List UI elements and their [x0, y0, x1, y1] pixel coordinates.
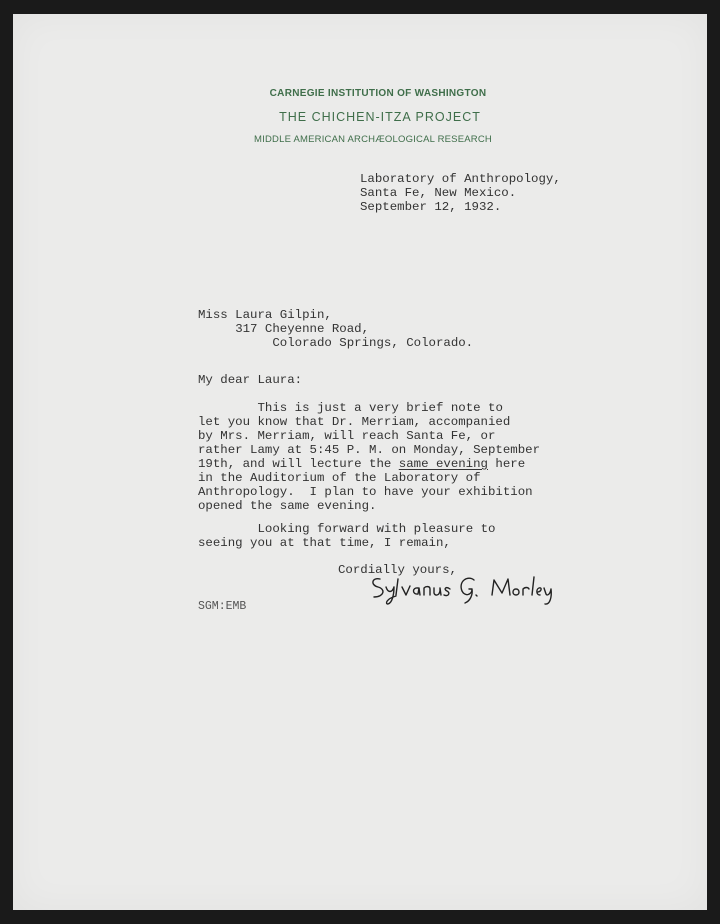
body-line-7: Anthropology. I plan to have your exhibition: [198, 485, 533, 499]
closing-paragraph: [198, 522, 495, 550]
letterhead-project: THE CHICHEN-ITZA PROJECT: [279, 110, 481, 124]
closing-line-1: Looking forward with pleasure to: [257, 522, 496, 536]
letterhead-institution: CARNEGIE INSTITUTION OF WASHINGTON: [269, 88, 487, 99]
body-line-4: rather Lamy at 5:45 P. M. on Monday, September: [198, 443, 541, 457]
body-line-2: let you know that Dr. Merriam, accompanied: [198, 415, 511, 429]
recipient-address: [198, 308, 473, 350]
body-line-5-end: here: [488, 457, 526, 471]
body-paragraph: [198, 401, 540, 513]
recipient-name: Miss Laura Gilpin,: [198, 308, 332, 322]
typist-initials: SGM:EMB: [198, 600, 247, 613]
recipient-street: 317 Cheyenne Road,: [235, 322, 370, 336]
letter-date: September 12, 1932.: [360, 200, 502, 214]
handwritten-signature: [366, 571, 556, 607]
body-line-6: in the Auditorium of the Laboratory of: [198, 471, 481, 485]
body-line-1: This is just a very brief note to: [257, 401, 503, 415]
body-line-3: by Mrs. Merriam, will reach Santa Fe, or: [198, 429, 496, 443]
sender-line-2: Santa Fe, New Mexico.: [360, 186, 517, 200]
body-line-8: opened the same evening.: [198, 499, 377, 513]
body-line-5-start: 19th, and will lecture the: [198, 457, 399, 471]
sender-line-1: Laboratory of Anthropology,: [360, 172, 561, 186]
salutation: My dear Laura:: [198, 373, 303, 387]
letterhead-department: MIDDLE AMERICAN ARCHÆOLOGICAL RESEARCH: [254, 134, 492, 145]
sender-address: [360, 172, 561, 214]
closing-line-2: seeing you at that time, I remain,: [198, 536, 451, 550]
underlined-phrase: same evening: [398, 457, 488, 471]
recipient-city: Colorado Springs, Colorado.: [272, 336, 474, 350]
signoff: Cordially yours,: [338, 563, 457, 577]
letter-page: [13, 14, 707, 910]
